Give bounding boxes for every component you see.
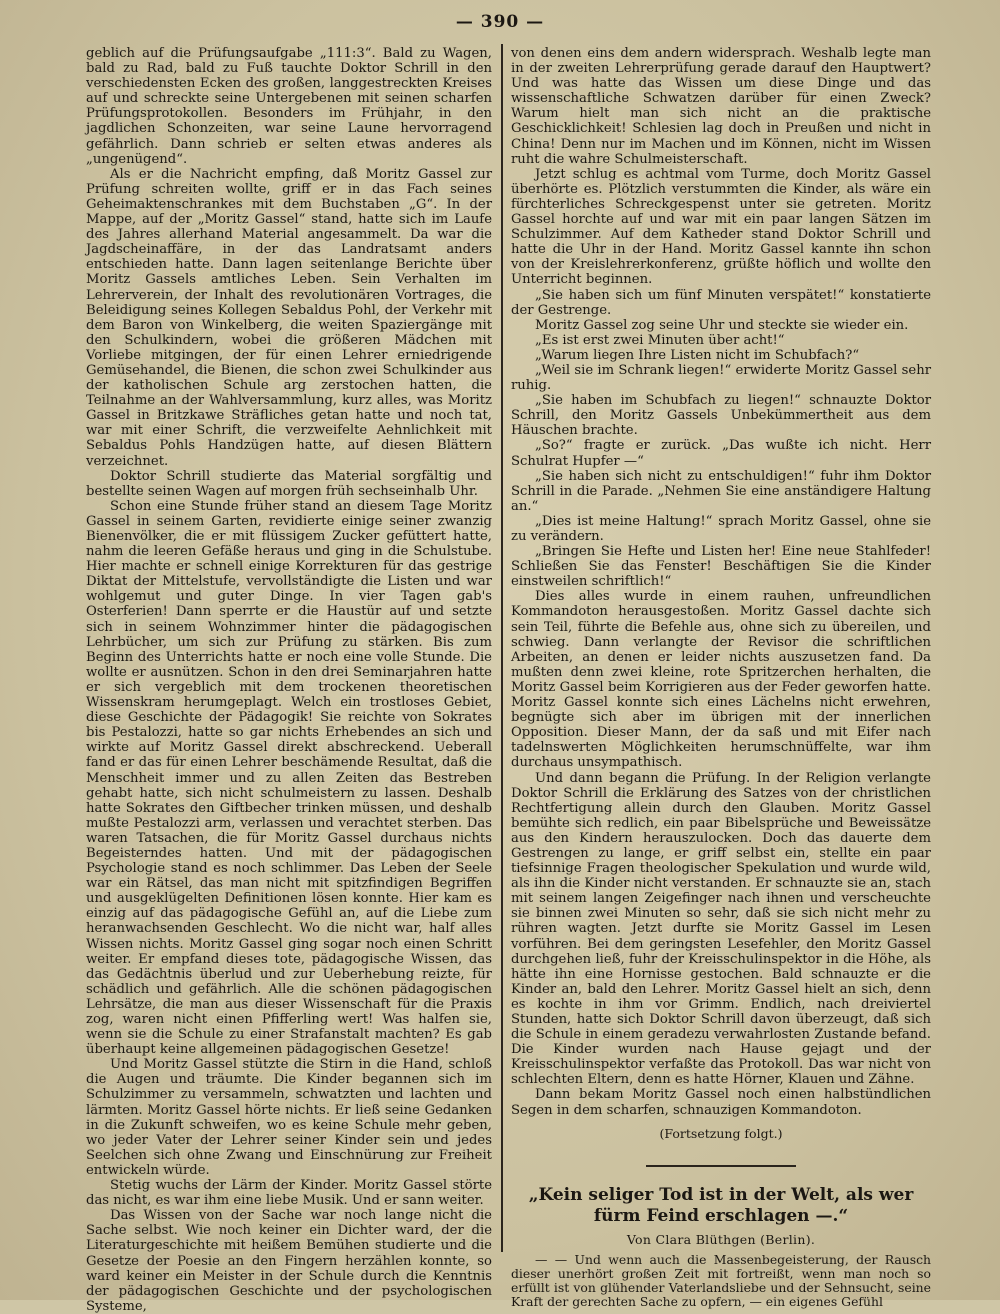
paragraph: Jetzt schlug es achtmal vom Turme, doch Moritz Gassel überhörte es. Plötzlich verstummten die Kinder, als wäre ein fürchterliches Schreckgespenst unter sie getreten. Moritz Gassel horchte auf und war mit ein paar langen Sätzen im Schulzimmer. Auf dem Katheder stand Doktor Schrill und hatte die Uhr in der Hand. Moritz Gassel kannte ihn schon von der Kreislehrerkonferenz, grüßte höflich und wollte den Unterricht beginnen. xyxy=(511,166,931,288)
paragraph: Und Moritz Gassel stützte die Stirn in die Hand, schloß die Augen und träumte. Die Kinder begannen sich im Schulzimmer zu versammeln, schwatzten und lachten und lärmten. Moritz Gassel hörte nichts. Er ließ seine Gedanken in die Zukunft schweifen, wo es keine Schule mehr geben, wo jeder Vater der Lehrer seiner Kinder sein und jedes Seelchen sich ohne Zwang und Einschnürung zur Freiheit entwickeln würde. xyxy=(86,1057,492,1178)
paragraph: von denen eins dem andern widersprach. Weshalb legte man in der zweiten Lehrerprüfung gerade darauf den Hauptwert? Und was hatte das Wissen um diese Dinge und das wissenschaftliche Schwatzen darüber für einen Zweck? Warum hielt man sich nicht an die praktische Geschicklichkeit! Schlesien lag doch in Preußen und nicht in China! Denn nur im Machen und im Können, nicht im Wissen ruht die wahre Schulmeisterschaft. xyxy=(511,46,931,167)
dialogue-line: „Es ist erst zwei Minuten über acht!“ xyxy=(535,332,785,348)
dialogue-line: „Sie haben sich nicht zu entschuldigen!“ fuhr ihm Doktor Schrill in die Parade. „Nehmen Sie eine anständigere Haltung an.“ xyxy=(511,468,931,514)
paragraph: — — Und wenn auch die Massenbegeisterung, der Rausch dieser unerhört großen Zeit mit fortreißt, wenn man noch so erfüllt ist von glühender Vaterlandsliebe und der Sehnsucht, seine Kraft der gerechten Sache zu opfern, — ein eigenes Gefühl xyxy=(511,1251,931,1310)
paragraph: Stetig wuchs der Lärm der Kinder. Moritz Gassel störte das nicht, es war ihm eine liebe Musik. Und er sann weiter. xyxy=(86,1178,492,1209)
dialogue-line: „So?“ fragte er zurück. „Das wußte ich nicht. Herr Schulrat Hupfer —“ xyxy=(511,438,931,469)
right-column xyxy=(511,46,931,1310)
dialogue-line: „Warum liegen Ihre Listen nicht im Schubfach?“ xyxy=(535,347,860,363)
paragraph: Das Wissen von der Sache war noch lange nicht die Sache selbst. Wie noch keiner ein Dichter ward, der die Literaturgeschichte mit heißem Bemühen studierte und die Gesetze der Poesie an den Fingern herzählen konnte, so ward keiner ein Meister in der Schule durch die Kenntnis der pädagogischen Geschichte und der psychologischen Systeme, xyxy=(86,1208,492,1314)
column-divider xyxy=(501,44,503,1252)
continuation-note: (Fortsetzung folgt.) xyxy=(659,1125,783,1141)
article-body xyxy=(511,1253,931,1310)
paragraph: Doktor Schrill studierte das Material sorgfältig und bestellte seinen Wagen auf morgen früh sechseinhalb Uhr. xyxy=(86,468,492,499)
section-divider xyxy=(646,1165,796,1167)
dialogue-line: „Weil sie im Schrank liegen!“ erwiderte Moritz Gassel sehr ruhig. xyxy=(511,362,931,394)
dialogue-line: Moritz Gassel zog seine Uhr und steckte sie wieder ein. xyxy=(535,317,909,333)
dialogue-line: „Bringen Sie Hefte und Listen her! Eine neue Stahlfeder! Schließen Sie das Fenster! Beschäftigen Sie die Kinder einstweilen schriftlich!“ xyxy=(511,544,931,590)
paragraph: Und dann begann die Prüfung. In der Religion verlangte Doktor Schrill die Erklärung des Satzes von der christlichen Rechtfertigung allein durch den Glauben. Moritz Gassel bemühte sich redlich, ein paar Bibelsprüche und Beweissätze aus den Kindern herauszulocken. Doch das dauerte dem Gestrengen zu lange, er griff selbst ein, stellte ein paar tiefsinnige Fragen theologischer Spekulation und wurde wild, als ihn die Kinder nicht verstanden. Er schnauzte sie an, stach mit seinem langen Zeigefinger nach ihnen und verscheuchte sie binnen zwei Minuten so sehr, daß sie sich nicht mehr zu rühren wagten. Jetzt durfte sie Moritz Gassel im Lesen vorführen. Bei dem geringsten Lesefehler, den Moritz Gassel durchgehen ließ, fuhr der Kreisschulinspektor in die Höhe, als hätte ihn eine Hornisse gestochen. Bald schnauzte er die Kinder an, bald den Lehrer. Moritz Gassel hielt an sich, denn es kochte in ihm vor Grimm. Endlich, nach dreiviertel Stunden, hatte sich Doktor Schrill davon überzeugt, daß sich die Schule in einem geradezu verwahrlosten Zustande befand. Die Kinder wurden nach Hause gejagt und der Kreisschulinspektor verfaßte das Protokoll. Das war nicht von schlechten Eltern, denn es hatte Hörner, Klauen und Zähne. xyxy=(511,770,931,1088)
dialogue-line: „Sie haben sich um fünf Minuten verspätet!“ konstatierte der Gestrenge. xyxy=(511,287,931,318)
paragraph: Dies alles wurde in einem rauhen, unfreundlichen Kommandoton herausgestoßen. Moritz Gassel dachte sich sein Teil, führte die Befehle aus, ohne sich zu übereilen, und schwieg. Dann verlangte der Revisor die schriftlichen Arbeiten, an denen er leider nichts auszusetzen fand. Da mußten denn zwei kleine, rote Spritzerchen herhalten, die Moritz Gassel beim Korrigieren aus der Feder geworfen hatte. Moritz Gassel konnte sich eines Lächelns nicht erwehren, begnügte sich aber im übrigen mit der innerlichen Opposition. Dieser Mann, der da saß und mit Eifer nach tadelnswerten Möglichkeiten herumschnüffelte, war ihm durchaus unsympathisch. xyxy=(511,589,931,771)
paragraph: Schon eine Stunde früher stand an diesem Tage Moritz Gassel in seinem Garten, revidierte einige seiner zwanzig Bienenvölker, die er mit flüssigem Zucker gefüttert hatte, nahm die leeren Gefäße heraus und ging in die Schulstube. Hier machte er schnell einige Korrekturen für das gestrige Diktat der Mittelstufe, vervollständigte die Listen und war wohlgemut und guter Dinge. In vier Tagen gab's Osterferien! Dann sperrte er die Haustür auf und setzte sich in seinem Wohnzimmer hinter die pädagogischen Lehrbücher, um sich zur Prüfung zu stärken. Bis zum Beginn des Unterrichts hatte er noch eine volle Stunde. Die wollte er ausnützen. Schon in den drei Seminarjahren hatte er sich vergeblich mit dem trockenen theoretischen Wissenskram herumgeplagt. Welch ein trostloses Gebiet, diese Geschichte der Pädagogik! Sie reichte von Sokrates bis Pestalozzi, hatte so gar nichts Erhebendes an sich und wirkte auf Moritz Gassel direkt abschreckend. Ueberall fand er das für einen Lehrer beschämende Resultat, daß die Menschheit immer und zu allen Zeiten das Bestreben gehabt hatte, sich nicht schulmeistern zu lassen. Deshalb hatte Sokrates den Giftbecher trinken müssen, und deshalb mußte Pestalozzi arm, verlassen und verachtet sterben. Das waren Tatsachen, die für Moritz Gassel durchaus nichts Begeisterndes hatten. Und mit der pädagogischen Psychologie stand es noch schlimmer. Das Leben der Seele war ein Rätsel, das man nicht mit spitzfindigen Begriffen und ausgeklügelten Definitionen lösen konnte. Hier kam es einzig auf das pädagogische Gefühl an, auf die Liebe zum heranwachsenden Geschlecht. Wo die nicht war, half alles Wissen nichts. Moritz Gassel ging sogar noch einen Schritt weiter. Er empfand dieses tote, pädagogische Wissen, das das Gedächtnis überlud und zur Ueberhebung reizte, für schädlich und gefährlich. Alle die schönen pädagogischen Lehrsätze, die man aus dieser Wissenschaft für die Praxis zog, waren nicht einen Pfifferling wert! Was halfen sie, wenn sie die Schule zu einer Strafanstalt machten? Es gab überhaupt keine allgemeinen pädagogischen Gesetze! xyxy=(86,498,492,1058)
dialogue-line: „Dies ist meine Haltung!“ sprach Moritz Gassel, ohne sie zu verändern. xyxy=(511,513,931,544)
article-title: „Kein seliger Tod ist in der Welt, als wer fürm Feind erschlagen —.“ xyxy=(528,1184,914,1226)
article-byline: Von Clara Blüthgen (Berlin). xyxy=(626,1231,816,1247)
dialogue-line: „Sie haben im Schubfach zu liegen!“ schnauzte Doktor Schrill, den Moritz Gassels Unbekümmertheit aus dem Häuschen brachte. xyxy=(511,393,931,439)
paragraph: Als er die Nachricht empfing, daß Moritz Gassel zur Prüfung schreiten wollte, griff er in das Fach seines Geheimaktenschrankes mit dem Buchstaben „G“. In der Mappe, auf der „Moritz Gassel“ stand, hatte sich im Laufe des Jahres allerhand Material angesammelt. Da war die Jagdscheinaffäre, in der das Landratsamt anders entschieden hatte. Dann lagen seitenlange Berichte über Moritz Gassels amtliches Leben. Sein Verhalten im Lehrerverein, der Inhalt des revolutionären Vortrages, die Beleidigung seines Kollegen Sebaldus Pohl, der Verkehr mit dem Baron von Winkelberg, die weiten Spaziergänge mit den Schulkindern, wobei die größeren Mädchen mit Vorliebe mitgingen, der für einen Lehrer erniedrigende Gemüsehandel, die Bienen, die schon zwei Schulkinder aus der katholischen Schule arg zerstochen hatten, die Teilnahme an der Wahlversammlung, kurz alles, was Moritz Gassel in Britzkawe Sträfliches getan hatte und noch tat, war mit einer Schrift, die verzweifelte Aehnlichkeit mit Sebaldus Pohls Handzügen hatte, auf diesen Blättern verzeichnet. xyxy=(86,166,492,469)
page-number: — 390 — xyxy=(455,12,545,32)
paragraph: Dann bekam Moritz Gassel noch einen halbstündlichen Segen in dem scharfen, schnauzigen Kommandoton. xyxy=(511,1087,931,1118)
left-column xyxy=(86,46,492,1314)
paragraph: geblich auf die Prüfungsaufgabe „111:3“. Bald zu Wagen, bald zu Rad, bald zu Fuß tauchte Doktor Schrill in den verschiedensten Ecken des großen, langgestreckten Kreises auf und schreckte seine Untergebenen mit seinen scharfen Prüfungsprotokollen. Besonders im Frühjahr, in den jagdlichen Schonzeiten, war seine Laune hervorragend gefährlich. Dann schrieb er selten etwas anderes als „ungenügend“. xyxy=(86,46,492,167)
